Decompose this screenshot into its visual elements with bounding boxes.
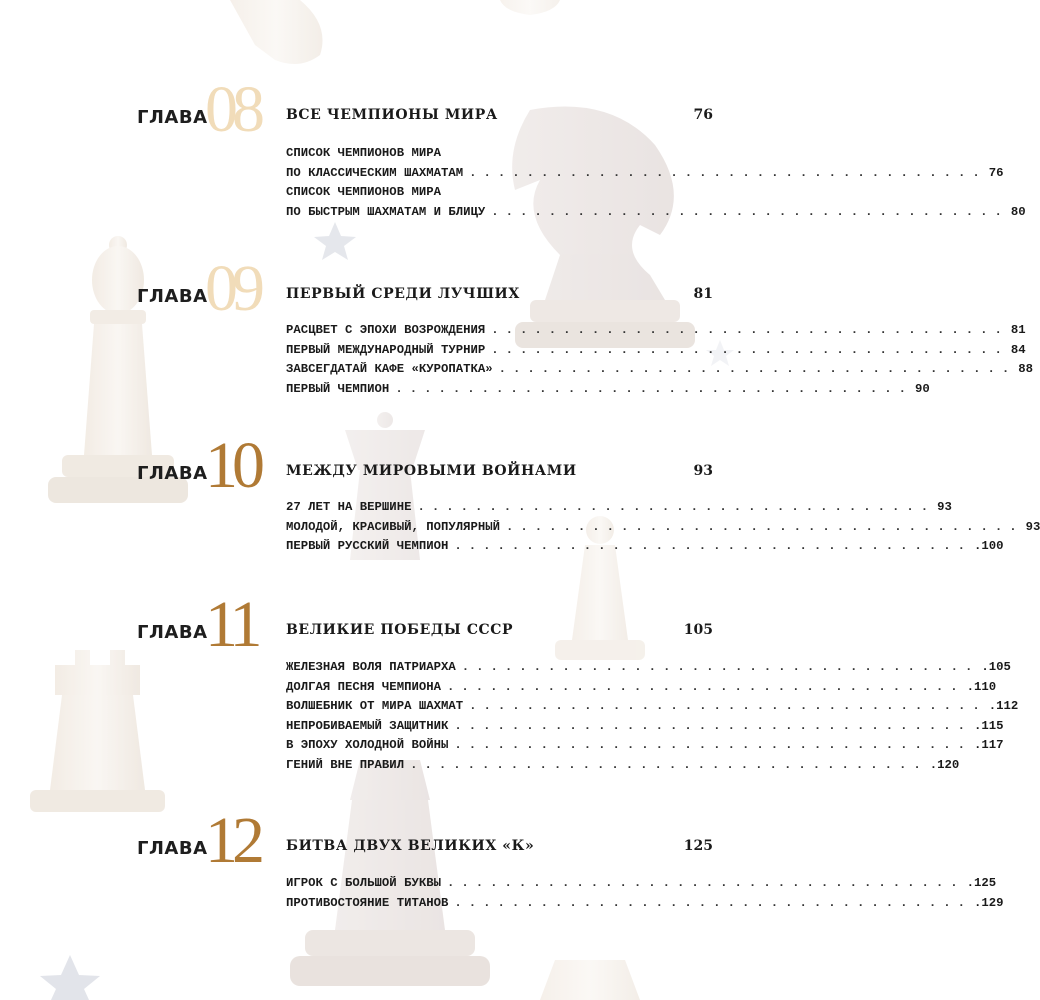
entry-page: .115 (974, 718, 1004, 733)
entry-text: ИГРОК С БОЛЬШОЙ БУКВЫ (286, 876, 441, 890)
leader-dots: .................................... (506, 519, 1024, 534)
chapter-label: ГЛАВА (137, 622, 208, 643)
entry-page: .100 (974, 539, 1004, 553)
chapter-page: 76 (693, 107, 713, 123)
chapter-number: 08 (205, 73, 259, 146)
toc-entry[interactable] (286, 342, 1026, 363)
leader-dots: .................................... (498, 362, 1017, 376)
toc-entry[interactable] (286, 699, 1019, 719)
chapter-entries (286, 500, 1040, 559)
chapter-page: 125 (683, 838, 713, 854)
entry-page: .120 (929, 757, 960, 772)
toc-entry[interactable] (286, 876, 997, 896)
toc-entry[interactable] (286, 895, 1004, 916)
entry-page: .110 (966, 679, 997, 694)
toc-entry[interactable] (286, 757, 960, 778)
leader-dots: .................................... (461, 660, 980, 674)
entry-page: .125 (966, 876, 997, 890)
leader-dots: .................................... (454, 895, 973, 910)
chapter-number: 10 (205, 429, 259, 502)
chapter-entries (286, 323, 1034, 401)
leader-dots: .................................... (469, 165, 987, 180)
chapter-title: БИТВА ДВУХ ВЕЛИКИХ «К» (286, 838, 535, 854)
entry-page: 84 (1010, 342, 1026, 357)
toc-entry[interactable] (286, 185, 713, 205)
leader-dots: .................................... (491, 204, 1009, 219)
chapter-label: ГЛАВА (137, 463, 208, 484)
entry-text: ПО БЫСТРЫМ ШАХМАТАМ И БЛИЦУ (286, 204, 486, 219)
leader-dots: .................................... (417, 500, 936, 514)
entry-page: 93 (937, 500, 952, 514)
chapter-page: 93 (693, 463, 713, 479)
toc-entry[interactable] (286, 381, 930, 402)
chapter-title: ВЕЛИКИЕ ПОБЕДЫ СССР (286, 622, 514, 638)
chapter-entries (286, 876, 1004, 915)
entry-text: ПО КЛАССИЧЕСКИМ ШАХМАТАМ (286, 165, 464, 180)
toc-entry[interactable] (286, 362, 1034, 382)
chapter-number: 11 (205, 588, 257, 661)
leader-dots: .................................... (491, 323, 1009, 337)
toc-entry[interactable] (286, 323, 1026, 343)
entry-text: ПЕРВЫЙ МЕЖДУНАРОДНЫЙ ТУРНИР (286, 342, 486, 357)
chapter-page: 105 (683, 622, 713, 638)
entry-text: ГЕНИЙ ВНЕ ПРАВИЛ (286, 757, 405, 772)
entry-page: .105 (981, 660, 1011, 674)
entry-text: МОЛОДОЙ, КРАСИВЫЙ, ПОПУЛЯРНЫЙ (286, 519, 501, 534)
entry-page: 90 (914, 381, 930, 396)
entry-page: 76 (988, 165, 1004, 180)
entry-text: ПЕРВЫЙ РУССКИЙ ЧЕМПИОН (286, 539, 449, 553)
entry-text: ЗАВСЕГДАТАЙ КАФЕ «КУРОПАТКА» (286, 362, 493, 376)
chapter-number: 09 (205, 252, 259, 325)
leader-dots: .................................... (410, 757, 928, 772)
entry-text: СПИСОК ЧЕМПИОНОВ МИРА (286, 146, 441, 160)
leader-dots: .................................... (446, 679, 965, 694)
entry-text: СПИСОК ЧЕМПИОНОВ МИРА (286, 185, 441, 199)
toc-entry[interactable] (286, 539, 1004, 559)
entry-page: 81 (1010, 323, 1026, 337)
chapter-label: ГЛАВА (137, 838, 208, 859)
leader-dots: .................................... (469, 699, 987, 713)
entry-page: .117 (974, 738, 1004, 752)
toc-entry[interactable] (286, 718, 1004, 739)
leader-dots: .................................... (446, 876, 965, 890)
chapter-entries (286, 146, 1026, 224)
entry-text: РАСЦВЕТ С ЭПОХИ ВОЗРОЖДЕНИЯ (286, 323, 486, 337)
toc-entry[interactable] (286, 204, 1026, 225)
entry-text: ЖЕЛЕЗНАЯ ВОЛЯ ПАТРИАРХА (286, 660, 456, 674)
leader-dots: .................................... (454, 718, 973, 733)
entry-text: ДОЛГАЯ ПЕСНЯ ЧЕМПИОНА (286, 679, 441, 694)
leader-dots: .................................... (395, 381, 913, 396)
chapter-title: ПЕРВЫЙ СРЕДИ ЛУЧШИХ (286, 286, 520, 302)
entry-text: ПЕРВЫЙ ЧЕМПИОН (286, 381, 390, 396)
chapter-page: 81 (693, 286, 713, 302)
entry-page: 88 (1018, 362, 1034, 376)
toc-entry[interactable] (286, 500, 952, 520)
entry-page: .112 (988, 699, 1019, 713)
toc-entry[interactable] (286, 660, 1011, 680)
leader-dots: .................................... (454, 738, 973, 752)
chapter-title: ВСЕ ЧЕМПИОНЫ МИРА (286, 107, 498, 123)
leader-dots: .................................... (491, 342, 1009, 357)
chapter-title: МЕЖДУ МИРОВЫМИ ВОЙНАМИ (286, 463, 577, 479)
entry-text: 27 ЛЕТ НА ВЕРШИНЕ (286, 500, 412, 514)
toc-entry[interactable] (286, 165, 1004, 186)
leader-dots: .................................... (454, 539, 973, 553)
toc-entry[interactable] (286, 519, 1040, 540)
chapter-label: ГЛАВА (137, 107, 208, 128)
toc-entry[interactable] (286, 146, 713, 166)
toc-entry[interactable] (286, 679, 997, 700)
entry-page: 80 (1010, 204, 1026, 219)
entry-text: НЕПРОБИВАЕМЫЙ ЗАЩИТНИК (286, 718, 449, 733)
entry-page: .129 (974, 895, 1004, 910)
chapter-number: 12 (205, 804, 259, 877)
entry-text: ПРОТИВОСТОЯНИЕ ТИТАНОВ (286, 895, 449, 910)
chapter-entries (286, 660, 1019, 777)
chapter-label: ГЛАВА (137, 286, 208, 307)
toc-entry[interactable] (286, 738, 1004, 758)
entry-text: В ЭПОХУ ХОЛОДНОЙ ВОЙНЫ (286, 738, 449, 752)
entry-text: ВОЛШЕБНИК ОТ МИРА ШАХМАТ (286, 699, 464, 713)
entry-page: 93 (1025, 519, 1040, 534)
